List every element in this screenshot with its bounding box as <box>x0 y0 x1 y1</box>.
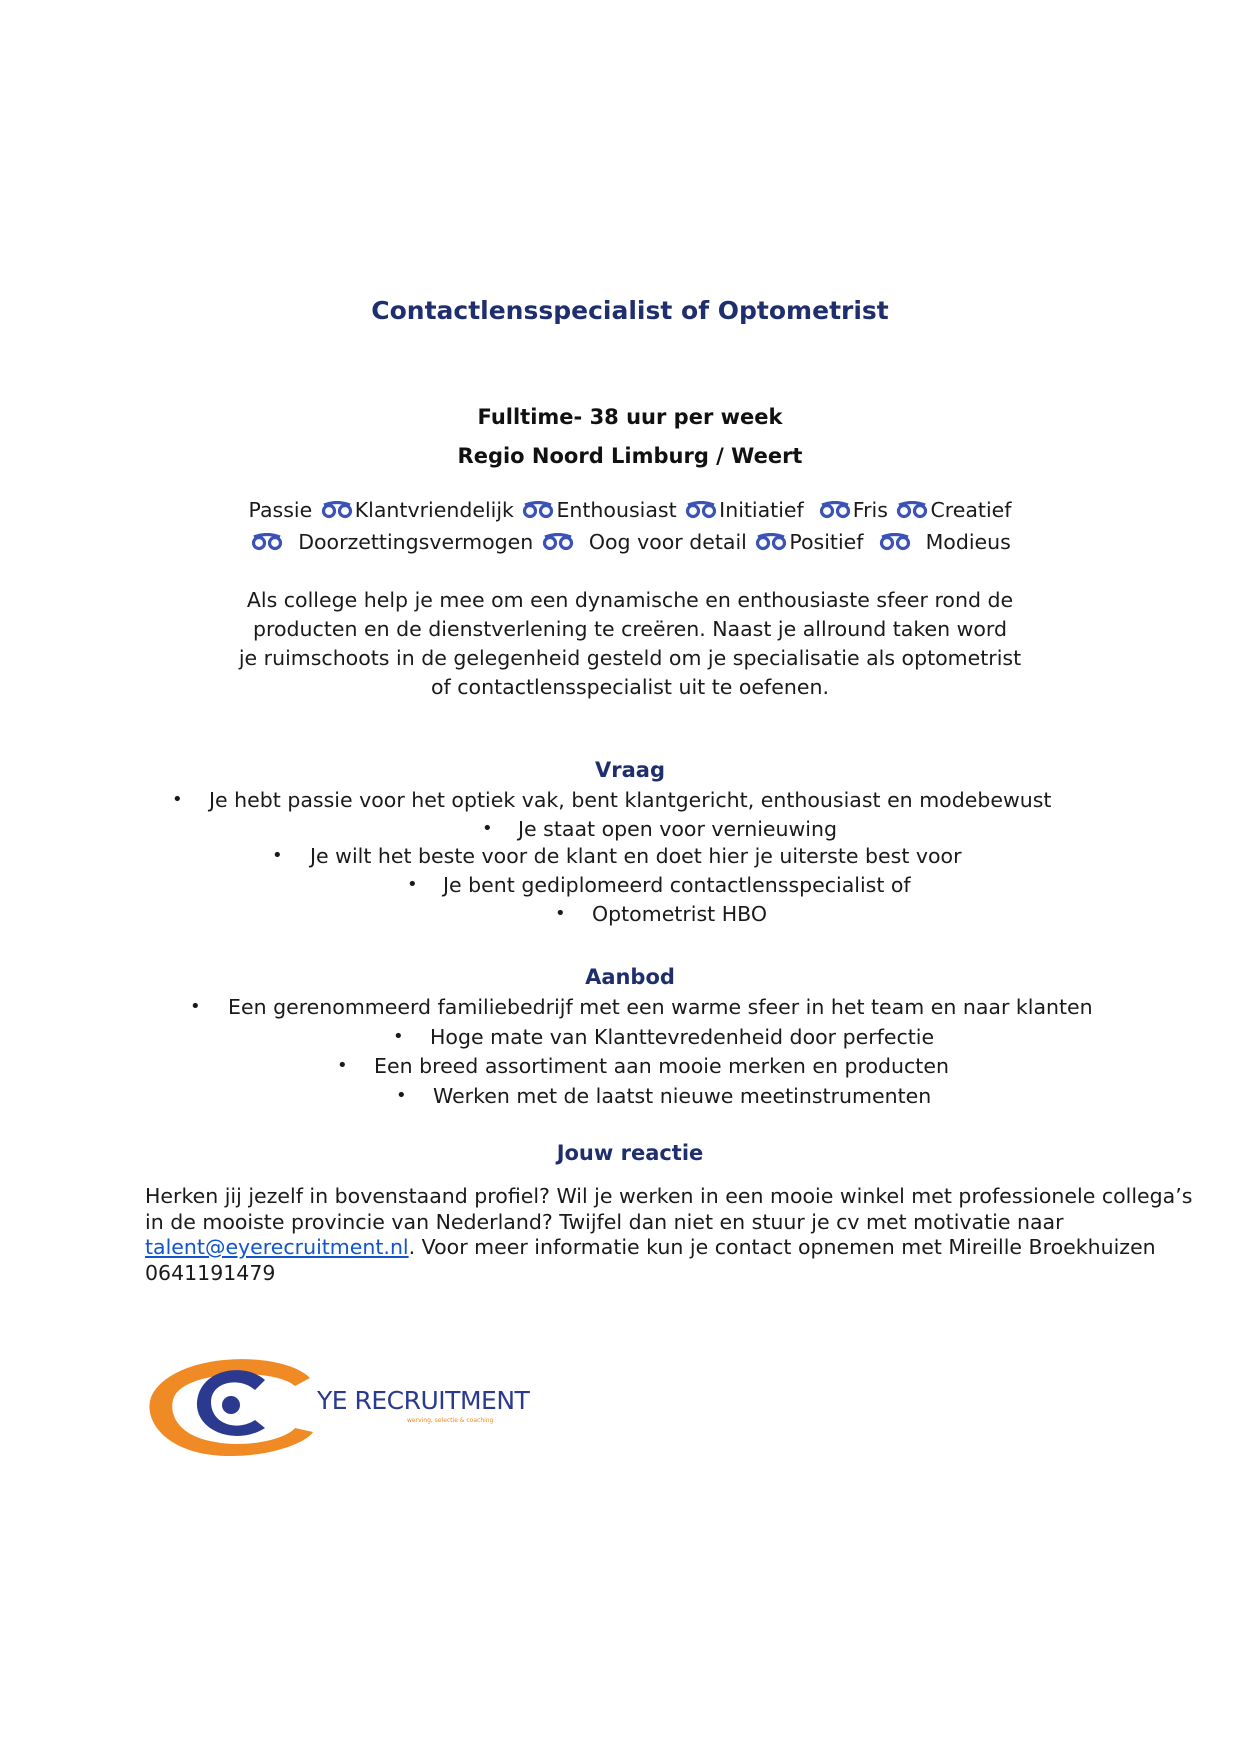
glasses-icon <box>251 533 283 551</box>
aanbod-item: • Een gerenommeerd familiebedrijf met een warme sfeer in het team en naar klanten <box>190 995 1093 1019</box>
vraag-item: • Optometrist HBO <box>555 902 767 926</box>
logo-eye-icon <box>145 1350 325 1460</box>
company-logo <box>145 1350 530 1460</box>
aanbod-item: • Hoge mate van Klanttevredenheid door perfectie <box>393 1025 935 1049</box>
trait: Fris <box>852 498 888 522</box>
bullet-icon: • <box>393 1026 404 1047</box>
aanbod-item: • Werken met de laatst nieuwe meetinstrumenten <box>396 1084 932 1108</box>
job-title: Contactlensspecialist of Optometrist <box>371 296 889 325</box>
traits-row-1 <box>180 494 1080 526</box>
glasses-icon <box>755 533 787 551</box>
glasses-icon <box>819 501 851 519</box>
trait: Positief <box>789 530 864 554</box>
bullet-icon: • <box>396 1085 407 1106</box>
reactie-line: in de mooiste provincie van Nederland? Twijfel dan niet en stuur je cv met motivatie naar <box>145 1209 1064 1234</box>
vraag-item: • Je wilt het beste voor de klant en doet hier je uiterste best voor <box>272 844 962 868</box>
bullet-icon: • <box>407 874 418 895</box>
trait: Initiatief <box>719 498 804 522</box>
bullet-icon: • <box>172 789 183 810</box>
phone-number: 0641191479 <box>145 1260 276 1285</box>
reactie-line: Herken jij jezelf in bovenstaand profiel? Wil je werken in een mooie winkel met professionele collega’s <box>145 1184 1193 1208</box>
traits-row-2 <box>180 526 1080 558</box>
logo-text: YE RECRUITMENT <box>317 1386 530 1415</box>
trait: Passie <box>248 498 313 522</box>
hours-line: Fulltime- 38 uur per week <box>477 405 783 429</box>
vraag-item: • Je staat open voor vernieuwing <box>482 817 837 841</box>
intro-line: Als college help je mee om een dynamische en enthousiaste sfeer rond de <box>246 588 1014 612</box>
reactie-paragraph <box>145 1184 1235 1286</box>
bullet-icon: • <box>482 818 493 839</box>
glasses-icon <box>321 501 353 519</box>
trait: Enthousiast <box>556 498 677 522</box>
bullet-icon: • <box>190 996 201 1017</box>
bullet-icon: • <box>272 845 283 866</box>
intro-line: producten en de dienstverlening te creëren. Naast je allround taken word <box>253 617 1007 641</box>
bullet-icon: • <box>555 903 566 924</box>
logo-tagline: werving, selectie & coaching <box>407 1417 494 1424</box>
intro-paragraph <box>215 586 1045 702</box>
vraag-heading: Vraag <box>595 758 665 782</box>
region-line: Regio Noord Limburg / Weert <box>457 444 803 468</box>
trait: Creatief <box>930 498 1012 522</box>
glasses-icon <box>542 533 574 551</box>
trait: Modieus <box>925 530 1011 554</box>
aanbod-heading: Aanbod <box>585 965 675 989</box>
reactie-line: talent@eyerecruitment.nl. Voor meer informatie kun je contact opnemen met Mireille Broekhuizen <box>145 1235 1156 1259</box>
intro-line: je ruimschoots in de gelegenheid gesteld om je specialisatie als optometrist <box>238 646 1022 670</box>
glasses-icon <box>896 501 928 519</box>
aanbod-item: • Een breed assortiment aan mooie merken en producten <box>337 1054 949 1078</box>
vraag-item: • Je bent gediplomeerd contactlensspecialist of <box>407 873 911 897</box>
traits-block <box>180 494 1080 558</box>
bullet-icon: • <box>337 1055 348 1076</box>
glasses-icon <box>522 501 554 519</box>
reactie-heading: Jouw reactie <box>556 1141 704 1165</box>
trait: Doorzettingsvermogen <box>298 530 534 554</box>
glasses-icon <box>685 501 717 519</box>
vraag-item: • Je hebt passie voor het optiek vak, bent klantgericht, enthousiast en modebewust <box>172 788 1052 812</box>
intro-line: of contactlensspecialist uit te oefenen. <box>431 675 829 699</box>
glasses-icon <box>879 533 911 551</box>
email-link[interactable]: talent@eyerecruitment.nl <box>145 1235 409 1259</box>
trait: Klantvriendelijk <box>354 498 514 522</box>
trait: Oog voor detail <box>588 530 747 554</box>
